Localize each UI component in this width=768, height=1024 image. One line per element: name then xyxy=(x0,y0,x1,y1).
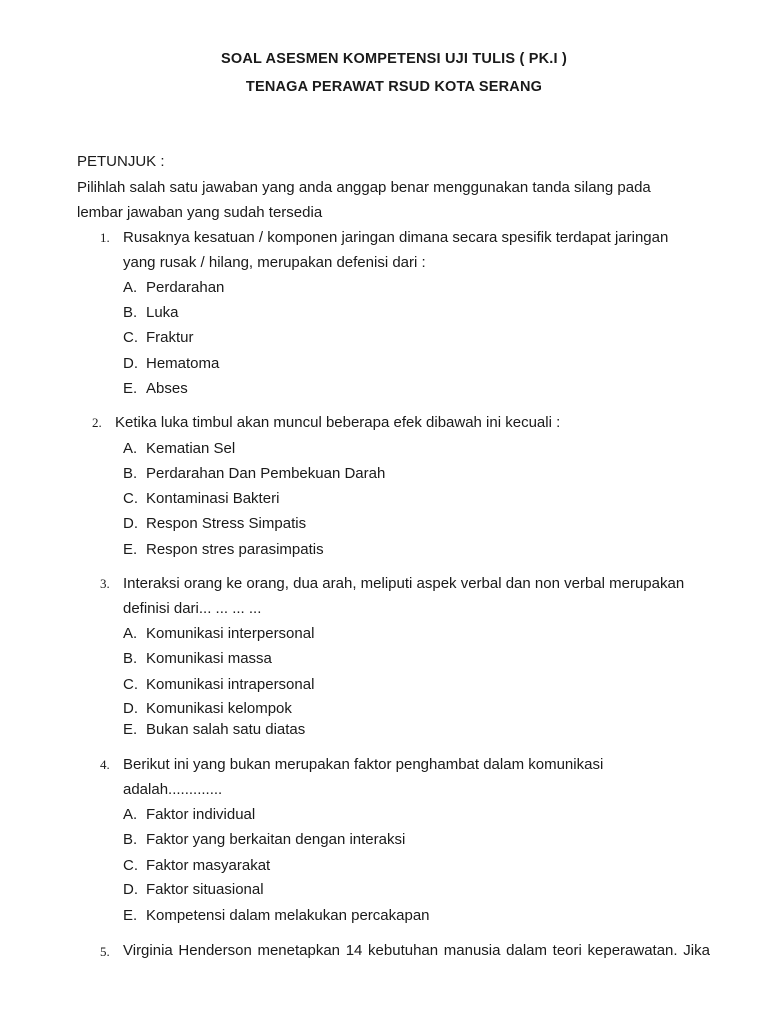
question-number: 4. xyxy=(100,757,110,772)
question-text-line-1: Ketika luka timbul akan muncul beberapa efek dibawah ini kecuali : xyxy=(115,414,561,431)
option-letter: E. xyxy=(123,380,138,397)
option-text: Faktor yang berkaitan dengan interaksi xyxy=(146,831,406,848)
option-text: Kompetensi dalam melakukan percakapan xyxy=(146,907,430,924)
option-letter: E. xyxy=(123,541,138,558)
option-letter: B. xyxy=(123,465,138,482)
option-letter: A. xyxy=(123,625,138,642)
instructions-heading: PETUNJUK : xyxy=(77,153,165,170)
option-text: Komunikasi interpersonal xyxy=(146,625,315,642)
option-text: Kematian Sel xyxy=(146,440,236,457)
option-text: Respon stres parasimpatis xyxy=(146,541,324,558)
question-number: 2. xyxy=(92,415,102,430)
option-text: Faktor individual xyxy=(146,806,256,823)
option-text: Abses xyxy=(146,380,188,397)
option-letter: C. xyxy=(123,490,138,507)
option-text: Fraktur xyxy=(146,329,194,346)
option-letter: D. xyxy=(123,355,138,372)
option-letter: D. xyxy=(123,700,138,717)
option-letter: A. xyxy=(123,806,138,823)
instructions-line-1: Pilihlah salah satu jawaban yang anda anggap benar menggunakan tanda silang pada xyxy=(77,179,651,196)
option-letter: B. xyxy=(123,304,138,321)
option-text: Perdarahan Dan Pembekuan Darah xyxy=(146,465,386,482)
question-text-line-1: Rusaknya kesatuan / komponen jaringan dimana secara spesifik terdapat jaringan xyxy=(123,229,669,246)
option-text: Komunikasi intrapersonal xyxy=(146,676,315,693)
option-text: Luka xyxy=(146,304,179,321)
option-letter: D. xyxy=(123,881,138,898)
question-number: 5. xyxy=(100,944,110,959)
option-text: Respon Stress Simpatis xyxy=(146,515,307,532)
option-letter: C. xyxy=(123,329,138,346)
option-text: Perdarahan xyxy=(146,279,225,296)
question-number: 3. xyxy=(100,576,110,591)
option-text: Faktor situasional xyxy=(146,881,264,898)
document-subtitle: TENAGA PERAWAT RSUD KOTA SERANG xyxy=(245,79,543,95)
option-letter: E. xyxy=(123,907,138,924)
option-text: Komunikasi massa xyxy=(146,650,272,667)
option-text: Hematoma xyxy=(146,355,220,372)
option-text: Komunikasi kelompok xyxy=(146,700,292,717)
option-letter: C. xyxy=(123,857,138,874)
instructions-line-2: lembar jawaban yang sudah tersedia xyxy=(77,204,323,221)
document-title: SOAL ASESMEN KOMPETENSI UJI TULIS ( PK.I ) xyxy=(221,51,567,67)
question-text-line-1: Virginia Henderson menetapkan 14 kebutuhan manusia dalam teori keperawatan. Jika xyxy=(123,942,710,959)
option-text: Bukan salah satu diatas xyxy=(146,721,306,738)
option-letter: E. xyxy=(123,721,138,738)
question-text-line-2: definisi dari... ... ... ... xyxy=(123,600,262,617)
option-letter: B. xyxy=(123,650,138,667)
option-letter: D. xyxy=(123,515,138,532)
question-text-line-1: Berikut ini yang bukan merupakan faktor penghambat dalam komunikasi xyxy=(123,756,604,773)
question-text-line-2: yang rusak / hilang, merupakan defenisi dari : xyxy=(123,254,426,271)
option-letter: C. xyxy=(123,676,138,693)
option-letter: B. xyxy=(123,831,138,848)
option-letter: A. xyxy=(123,440,138,457)
question-text-line-2: adalah............. xyxy=(123,781,223,798)
option-letter: A. xyxy=(123,279,138,296)
question-number: 1. xyxy=(100,230,110,245)
question-text-line-1: Interaksi orang ke orang, dua arah, meliputi aspek verbal dan non verbal merupakan xyxy=(123,575,685,592)
option-text: Faktor masyarakat xyxy=(146,857,271,874)
option-text: Kontaminasi Bakteri xyxy=(146,490,280,507)
